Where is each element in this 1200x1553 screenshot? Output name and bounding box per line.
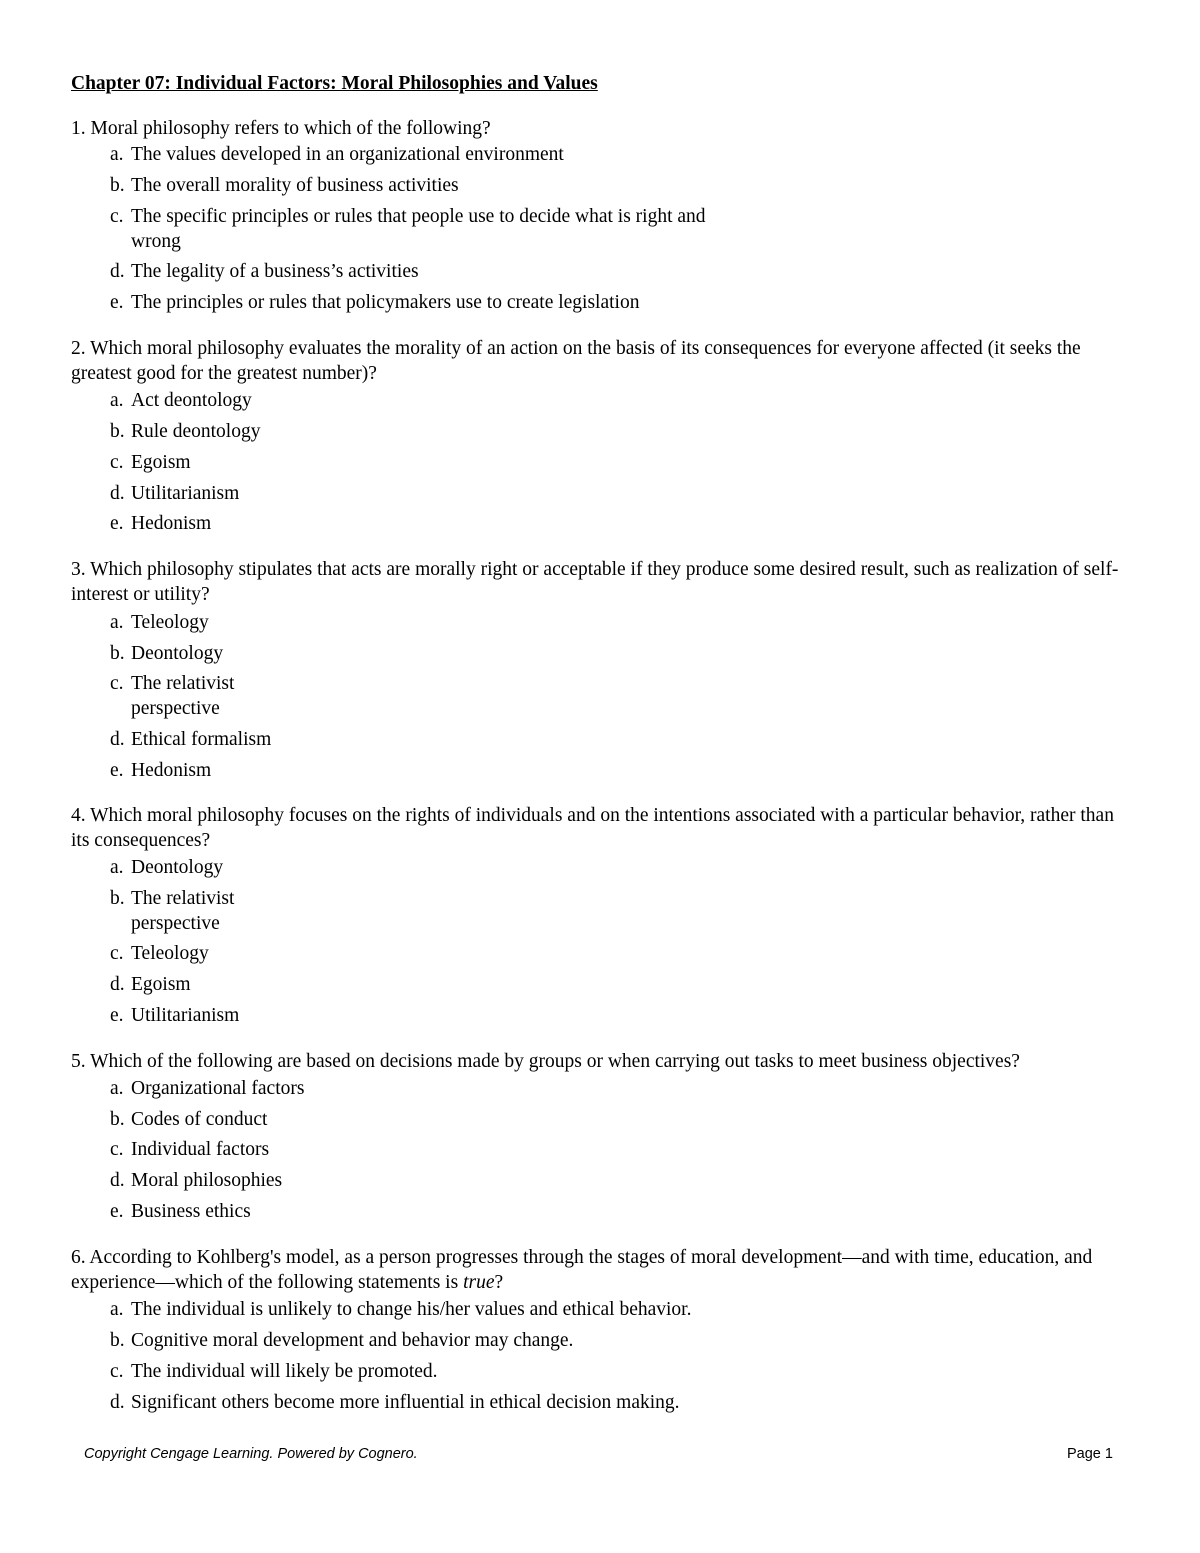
question-1-option-a: a. The values developed in an organizational environment	[110, 144, 564, 165]
question-3-option-b: b. Deontology	[110, 643, 224, 664]
question-3-option-c: c. The relativist perspective	[110, 673, 235, 719]
question-4-stem: 4. Which moral philosophy focuses on the rights of individuals and on the intentions associated with a particular behavior, rather than its consequences?	[71, 805, 1114, 851]
question-5-option-c: c. Individual factors	[110, 1139, 270, 1160]
question-6-option-b: b. Cognitive moral development and behavior may change.	[110, 1330, 574, 1351]
question-5-option-e: e. Business ethics	[110, 1201, 251, 1222]
question-4-option-c: c. Teleology	[110, 943, 209, 964]
question-4-option-d: d. Egoism	[110, 974, 191, 995]
question-5-option-d: d. Moral philosophies	[110, 1170, 283, 1191]
question-5-stem: 5. Which of the following are based on decisions made by groups or when carrying out tasks to meet business objectives?	[71, 1051, 1020, 1072]
footer-copyright: Copyright Cengage Learning. Powered by Cognero.	[84, 1446, 418, 1462]
question-2-option-e: e. Hedonism	[110, 513, 212, 534]
question-1-option-d: d. The legality of a business’s activities	[110, 261, 419, 282]
question-4-option-e: e. Utilitarianism	[110, 1005, 240, 1026]
question-6-option-d: d. Significant others become more influential in ethical decision making.	[110, 1392, 680, 1413]
question-3-stem: 3. Which philosophy stipulates that acts are morally right or acceptable if they produce some desired result, such as realization of self-interest or utility?	[71, 559, 1119, 605]
question-5-option-a: a. Organizational factors	[110, 1078, 305, 1099]
question-1-option-b: b. The overall morality of business activities	[110, 175, 459, 196]
chapter-title: Chapter 07: Individual Factors: Moral Philosophies and Values	[71, 73, 598, 94]
question-3-option-e: e. Hedonism	[110, 760, 212, 781]
question-6-option-c: c. The individual will likely be promoted.	[110, 1361, 438, 1382]
footer-page-number: Page 1	[1067, 1446, 1113, 1462]
question-2-option-b: b. Rule deontology	[110, 421, 261, 442]
question-1-option-e: e. The principles or rules that policymakers use to create legislation	[110, 292, 640, 313]
question-6-option-a: a. The individual is unlikely to change his/her values and ethical behavior.	[110, 1299, 692, 1320]
question-4-option-a: a. Deontology	[110, 857, 224, 878]
question-3-option-a: a. Teleology	[110, 612, 209, 633]
question-4-option-b: b. The relativist perspective	[110, 888, 235, 934]
question-2-option-d: d. Utilitarianism	[110, 483, 240, 504]
question-2-option-a: a. Act deontology	[110, 390, 252, 411]
question-5-option-b: b. Codes of conduct	[110, 1109, 268, 1130]
question-2-option-c: c. Egoism	[110, 452, 191, 473]
question-6-stem: 6. According to Kohlberg's model, as a person progresses through the stages of moral development—and with time, education, and experience—which of the following statements is true?	[71, 1247, 1093, 1293]
question-2-stem: 2. Which moral philosophy evaluates the morality of an action on the basis of its consequences for everyone affected (it seeks the greatest good for the greatest number)?	[71, 338, 1081, 384]
question-3-option-d: d. Ethical formalism	[110, 729, 272, 750]
question-1-stem: 1. Moral philosophy refers to which of the following?	[71, 118, 491, 139]
question-1-option-c: c. The specific principles or rules that people use to decide what is right and wrong	[110, 206, 706, 252]
